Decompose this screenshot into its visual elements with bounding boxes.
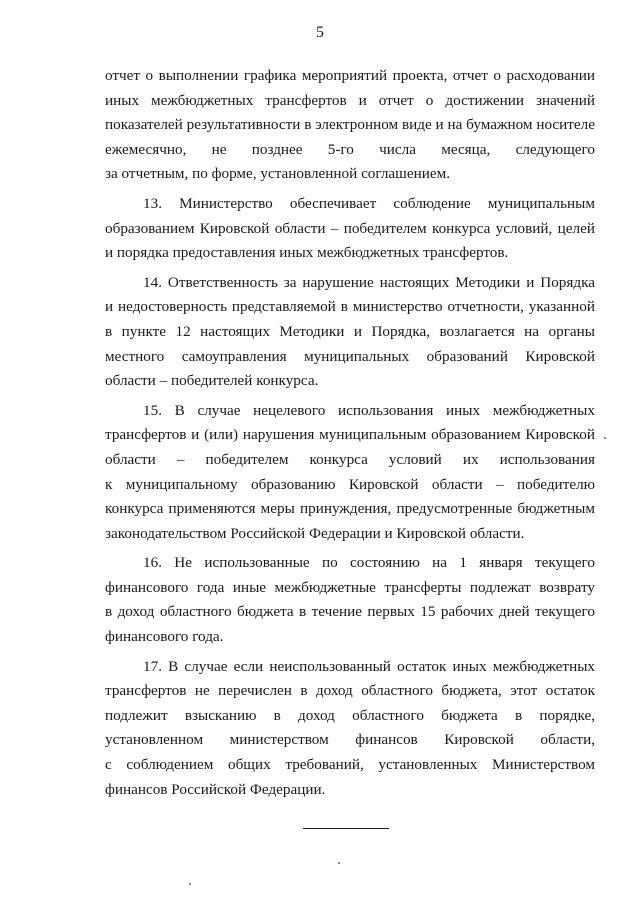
text-line: финансового года иные межбюджетные трансферты подлежат возврату	[105, 578, 595, 596]
text-line: в пункте 12 настоящих Методики и Порядка, возлагается на органы	[105, 322, 595, 340]
text-line: иных межбюджетных трансфертов и отчет о достижении значений	[105, 91, 595, 109]
text-line: ежемесячно, не позднее 5-го числа месяца, следующего	[105, 140, 595, 158]
text-line: конкурса применяются меры принуждения, предусмотренные бюджетным	[105, 500, 595, 518]
text-line: трансфертов не перечислен в доход областного бюджета, этот остаток	[105, 682, 595, 700]
text-line: 14. Ответственность за нарушение настоящих Методики и Порядка	[143, 273, 595, 291]
text-line: 13. Министерство обеспечивает соблюдение муниципальным	[143, 194, 595, 212]
text-line: к муниципальному образованию Кировской области – победителю	[105, 475, 595, 493]
scan-speck	[338, 862, 340, 864]
text-line: области – победителей конкурса.	[105, 372, 319, 390]
text-line: установленном министерством финансов Кировской области,	[105, 731, 595, 749]
text-line: 17. В случае если неиспользованный остаток иных межбюджетных	[143, 657, 595, 675]
scan-speck	[604, 437, 606, 439]
end-of-text-rule	[303, 828, 389, 829]
text-line: и недостоверность представляемой в министерство отчетности, указанной	[105, 298, 595, 316]
text-line: финансов Российской Федерации.	[105, 780, 326, 798]
text-line: законодательством Российской Федерации и Кировской области.	[105, 524, 525, 542]
text-line: подлежит взысканию в доход областного бюджета в порядке,	[105, 706, 595, 724]
text-line: области – победителем конкурса условий их использования	[105, 450, 595, 468]
scan-speck	[189, 883, 191, 885]
text-line: 15. В случае нецелевого использования иных межбюджетных	[143, 401, 595, 419]
text-line: финансового года.	[105, 628, 224, 646]
page-number: 5	[316, 24, 324, 41]
document-body	[105, 64, 595, 802]
text-line: показателей результативности в электронном виде и на бумажном носителе	[105, 116, 595, 134]
text-line: 16. Не использованные по состоянию на 1 января текущего	[143, 554, 595, 572]
text-line: за отчетным, по форме, установленной соглашением.	[105, 165, 451, 183]
text-line: в доход областного бюджета в течение первых 15 рабочих дней текущего	[105, 603, 595, 621]
text-line: образованием Кировской области – победителем конкурса условий, целей	[105, 219, 595, 237]
text-line: отчет о выполнении графика мероприятий проекта, отчет о расходовании	[105, 67, 595, 84]
text-line: трансфертов и (или) нарушения муниципальным образованием Кировской	[105, 426, 595, 444]
text-line: местного самоуправления муниципальных образований Кировской	[105, 347, 595, 365]
text-line: с соблюдением общих требований, установленных Министерством	[105, 756, 595, 774]
text-line: и порядка предоставления иных межбюджетных трансфертов.	[105, 244, 509, 262]
